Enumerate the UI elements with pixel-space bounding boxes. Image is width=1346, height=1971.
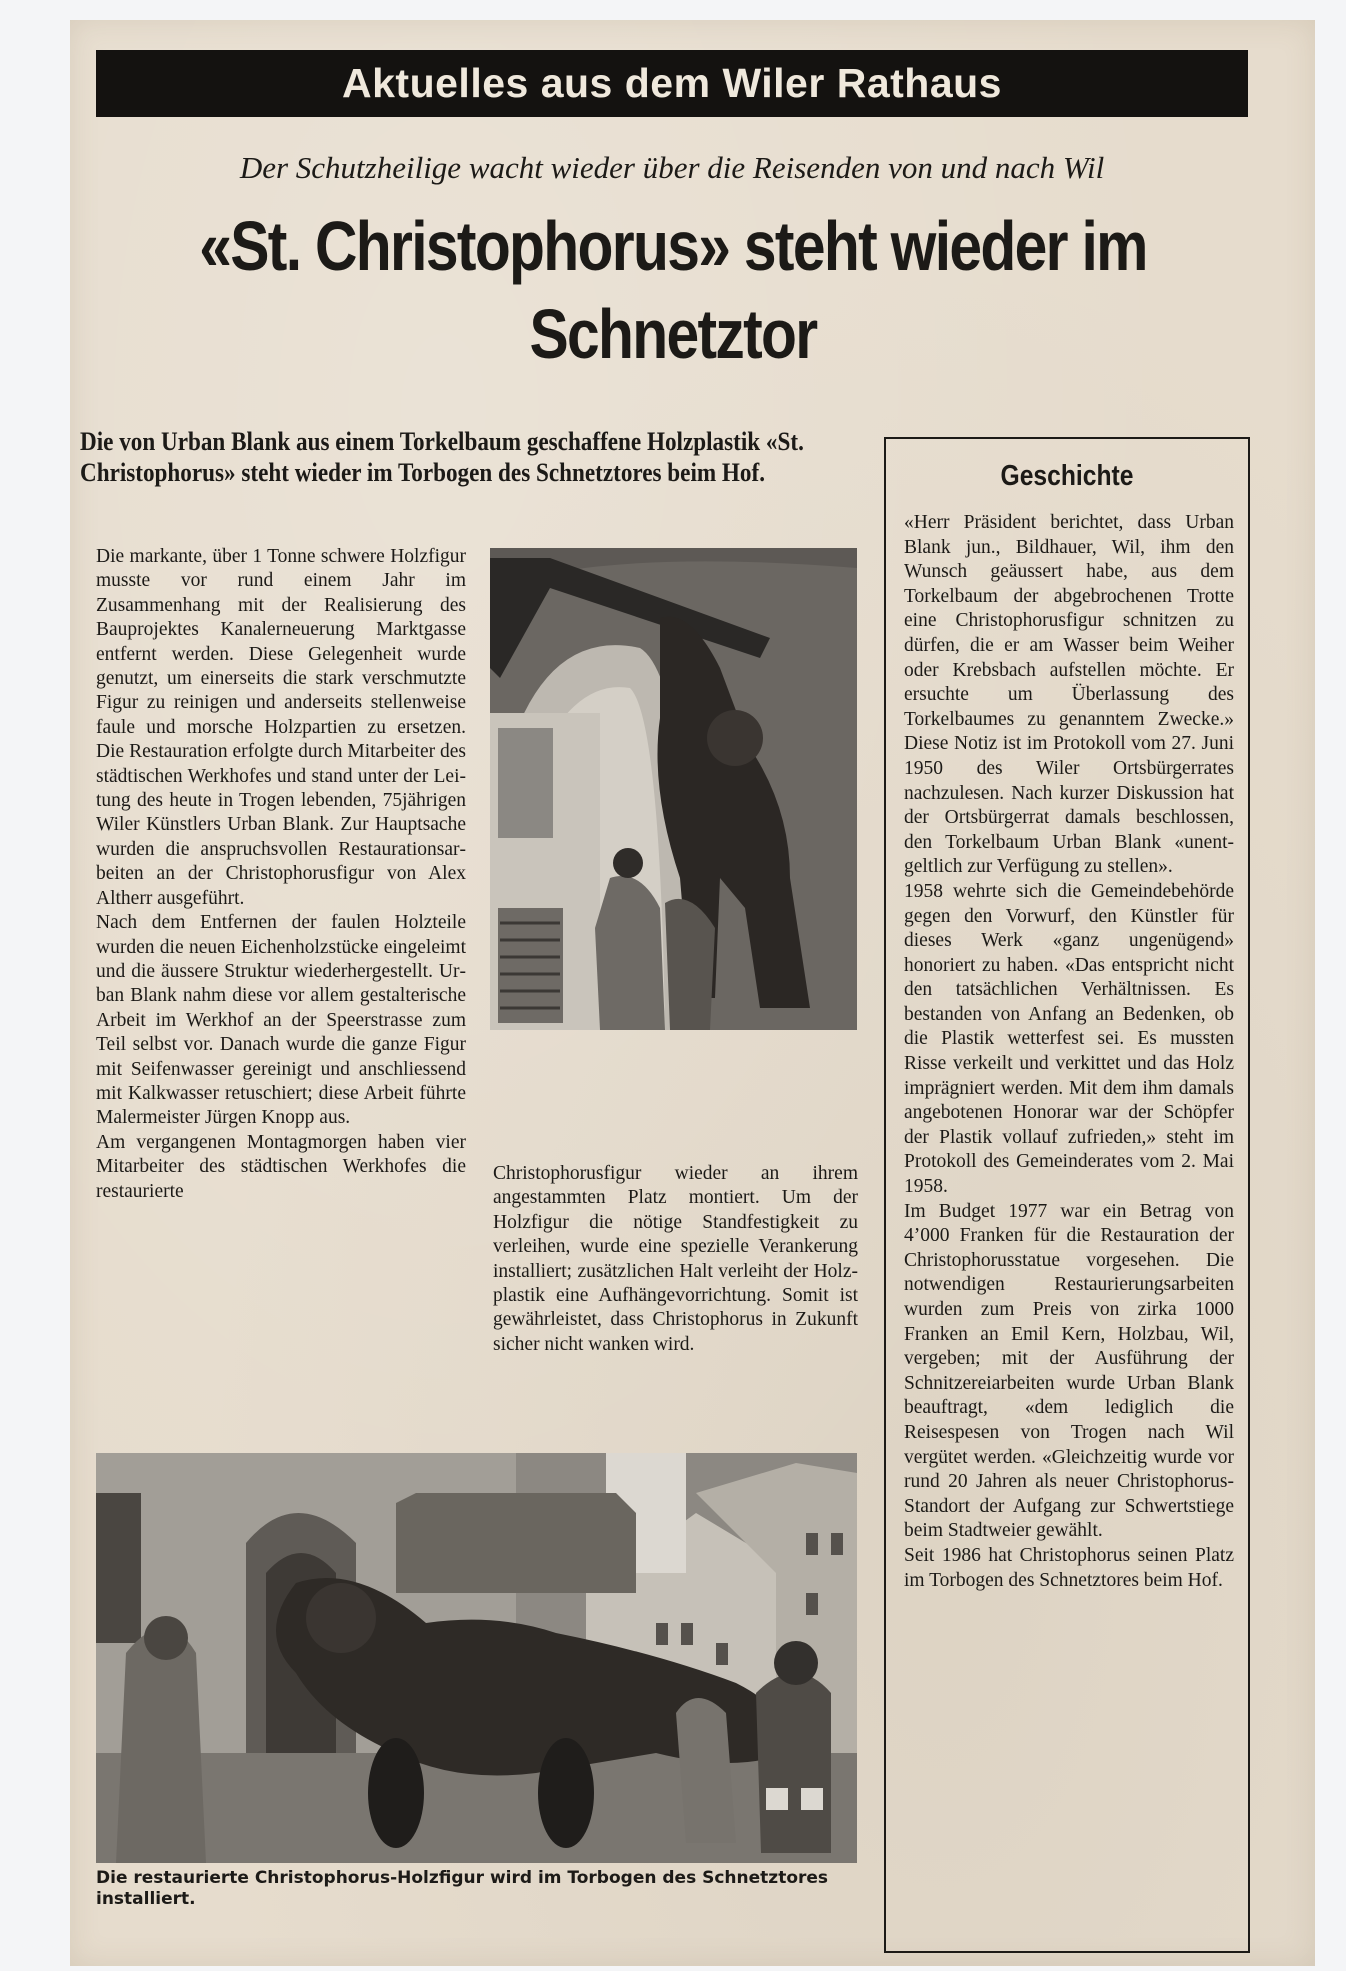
sidebar-body bbox=[904, 511, 1234, 1593]
photo-statue-on-cart bbox=[96, 1453, 857, 1863]
sidebar-paragraph: Seit 1986 hat Christophorus seinen Platz im Torbogen des Schnetztores beim Hof. bbox=[904, 1544, 1234, 1591]
photo-2-caption: Die restaurierte Christophorus-Holzfigur wird im Torbogen des Schnetztores installiert. bbox=[96, 1868, 829, 1909]
article-kicker: Der Schutzheilige wacht wieder über die Reisenden von und nach Wil bbox=[239, 150, 1105, 185]
section-banner-title: Aktuelles aus dem Wiler Rathaus bbox=[342, 60, 1002, 106]
history-sidebar-box bbox=[884, 437, 1250, 1953]
article-headline bbox=[0, 202, 1346, 392]
sidebar-paragraph: Im Budget 1977 war ein Betrag von 4’000 Franken für die Restauration der Christophorusstatue vorgesehen. Die notwendigen Restaurierungsarbeiten wurden zum Preis von zirka 1000 Franken an Emil Kern, Holzbau, Wil, vergeben; mit der Ausführung der Schnitzereiarbeiten wurde Urban Blank beauftragt, «dem lediglich die Reisespesen von Trogen nach Wil vergütet werden. «Gleichzeitig wurde vor rund 20 Jahren als neuer Christophorus-Standort der Aufgang zur Schwertstiege beim Stadtweier gewählt. bbox=[904, 1200, 1234, 1542]
article-column-2 bbox=[493, 1162, 858, 1357]
paragraph: Die markante, über 1 Tonne schwere Holzfigur musste vor rund einem Jahr im Zusammenhang mit der Realisierung des Bauprojektes Kanalerneuerung Marktgasse entfernt werden. Diese Gelegenheit wurde genutzt, um einerseits die stark verschmutzte Figur zu reinigen und anderseits stellenweise faule und morsche Holzpartien zu ersetzen. Die Restauration erfolgte durch Mitarbeiter des städtischen Werkhofes und stand unter der Leitung des heute in Trogen lebenden, 75jährigen Wiler Künstlers Urban Blank. Zur Hauptsache wurden die anspruchsvollen Restaurationsarbeiten an der Christophorusfigur von Alex Altherr ausgeführt. bbox=[96, 546, 466, 909]
photo-2-image bbox=[96, 1453, 857, 1863]
paragraph: Am vergangenen Montagmorgen haben vier Mitarbeiter des städtischen Werkhofes die restaurierte bbox=[96, 1131, 466, 1202]
sidebar-paragraph: 1958 wehrte sich die Gemeindebehörde gegen den Vorwurf, den Künstler für dieses Werk «ganz ungenügend» honoriert zu haben. «Das entspricht nicht den tatsächlichen Verhältnissen. Es bestanden von Anfang an Bedenken, ob die Plastik wetterfest sei. Es mussten Risse verkeilt und verkittet und das Holz imprägniert werden. Mit dem ihm damals angebotenen Honorar war der Schöpfer der Plastik vollauf zufrieden,» steht im Protokoll des Gemeinderates vom 2. Mai 1958. bbox=[904, 880, 1234, 1198]
photo-statue-hanging-under-archway bbox=[490, 548, 857, 1030]
sidebar-title: Geschichte bbox=[1000, 460, 1134, 492]
section-banner bbox=[96, 50, 1248, 117]
paragraph: Christophorusfigur wieder an ihrem angestammten Platz montiert. Um der Holzfigur die nötige Standfestigkeit zu verleihen, wurde eine spezielle Verankerung installiert; zusätzlichen Halt verleiht der Holzplastik eine Aufhängevorrichtung. Somit ist gewährleistet, dass Christophorus in Zukunft sicher nicht wanken wird. bbox=[493, 1163, 858, 1355]
article-lead: Die von Urban Blank aus einem Torkelbaum geschaffene Holzplastik «St. Christophorus» steht wieder im Torbogen des Schnetztores beim Hof. bbox=[80, 427, 804, 487]
paragraph: Nach dem Entfernen der faulen Holzteile wurden die neuen Eichenholzstücke eingeleimt und die äussere Struktur wiederhergestellt. Urban Blank nahm diese vor allem gestalterische Arbeit im Werkhof an der Speerstrasse zum Teil selbst vor. Danach wurde die ganze Figur mit Seifenwasser gereinigt und anschliessend mit Kalkwasser retuschiert; diese Arbeit führte Malermeister Jürgen Knopp aus. bbox=[96, 912, 466, 1129]
headline-line-2: Schnetztor bbox=[529, 295, 817, 373]
article-column-1 bbox=[96, 545, 466, 1204]
headline-line-1: «St. Christophorus» steht wieder im bbox=[199, 207, 1147, 285]
sidebar-paragraph: «Herr Präsident berichtet, dass Urban Blank jun., Bildhauer, Wil, ihm den Wunsch geäussert habe, aus dem Torkelbaum der abgebrochenen Trotte eine Christophorusfigur schnitzen zu dürfen, die er am Wasser beim Weiher oder Krebsbach aufstellen möchte. Er ersuchte um Überlassung des Torkelbaumes zu genanntem Zwecke.» Diese Notiz ist im Protokoll vom 27. Juni 1950 des Wiler Ortsbürgerrates nachzulesen. Nach kurzer Diskussion hat der Ortsbürgerrat damals beschlossen, den Torkelbaum Urban Blank «unentgeltlich zur Verfügung zu stellen». bbox=[904, 512, 1234, 878]
photo-1-image bbox=[490, 548, 857, 1030]
